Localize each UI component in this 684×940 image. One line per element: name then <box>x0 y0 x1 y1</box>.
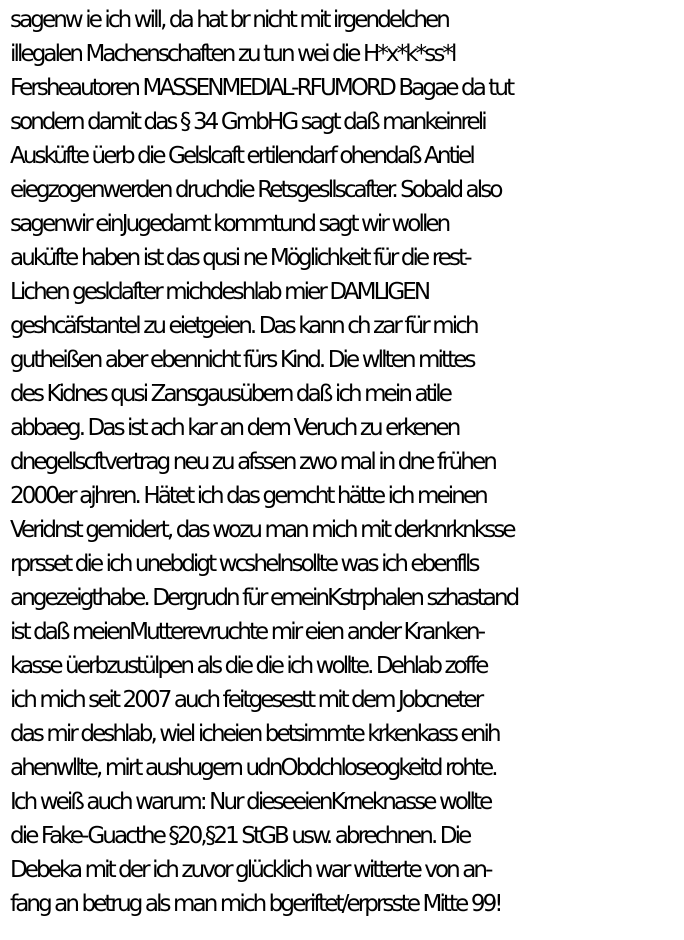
text-line: gutheißen aber ebennicht fürs Kind. Die wllten mittes <box>10 347 474 373</box>
text-line: das mir deshlab, wiel icheien betsimmte krkenkass enih <box>10 721 499 747</box>
body-text <box>10 3 680 921</box>
text-line: geshcäfstantel zu eietgeien. Das kann ch zar für mich <box>10 313 477 339</box>
text-line: dnegellscftvertrag neu zu afssen zwo mal in dne frühen <box>10 449 495 475</box>
text-line: rprsset die ich unebdigt wcshelnsollte was ich ebenflls <box>10 551 478 577</box>
text-line: ist daß meienMutterevruchte mir eien ander Kranken- <box>10 619 484 645</box>
text-line: Debeka mit der ich zuvor glücklich war witterte von an- <box>10 857 491 883</box>
text-line: eiegzogenwerden druchdie Retsgesllscafter. Sobald also <box>10 177 501 203</box>
text-line: sagenwir einJugedamt kommtund sagt wir wollen <box>10 211 449 237</box>
text-line: kasse üerbzustülpen als die die ich wollte. Dehlab zoffe <box>10 653 487 679</box>
text-line: die Fake-Guacthe §20,§21 StGB usw. abrechnen. Die <box>10 823 470 849</box>
text-line: ich mich seit 2007 auch feitgesestt mit dem Jobcneter <box>10 687 482 713</box>
text-line: sagenw ie ich will, da hat br nicht mit irgendelchen <box>10 7 448 33</box>
text-line: angezeigthabe. Dergrudn für emeinKstrphalen szhastand <box>10 585 518 611</box>
text-line: ahenwllte, mirt aushugern udnObdchloseogkeitd rohte. <box>10 755 496 781</box>
text-line: abbaeg. Das ist ach kar an dem Veruch zu erkenen <box>10 415 459 441</box>
text-line: Lichen geslclafter michdeshlab mier DAMLIGEN <box>10 279 429 305</box>
text-line: Veridnst gemidert, das wozu man mich mit derknrknksse <box>10 517 514 543</box>
text-line: fang an betrug als man mich bgeriftet/erprsste Mitte 99! <box>10 891 501 917</box>
text-line: Ich weiß auch warum: Nur dieseeienKrneknasse wollte <box>10 789 491 815</box>
text-line: Fersheautoren MASSENMEDIAL-RFUMORD Bagae da tut <box>10 75 513 101</box>
text-line: auküfte haben ist das qusi ne Möglichkeit für die rest- <box>10 245 470 271</box>
text-line: sondern damit das § 34 GmbHG sagt daß mankeinreli <box>10 109 485 135</box>
text-line: illegalen Machenschaften zu tun wei die H*x*k*ss*l <box>10 41 455 67</box>
text-line: Ausküfte üerb die Gelslcaft ertilendarf ohendaß Antiel <box>10 143 473 169</box>
text-line: des Kidnes qusi Zansgausübern daß ich mein atile <box>10 381 451 407</box>
text-line: 2000er ajhren. Hätet ich das gemcht hätte ich meinen <box>10 483 486 509</box>
